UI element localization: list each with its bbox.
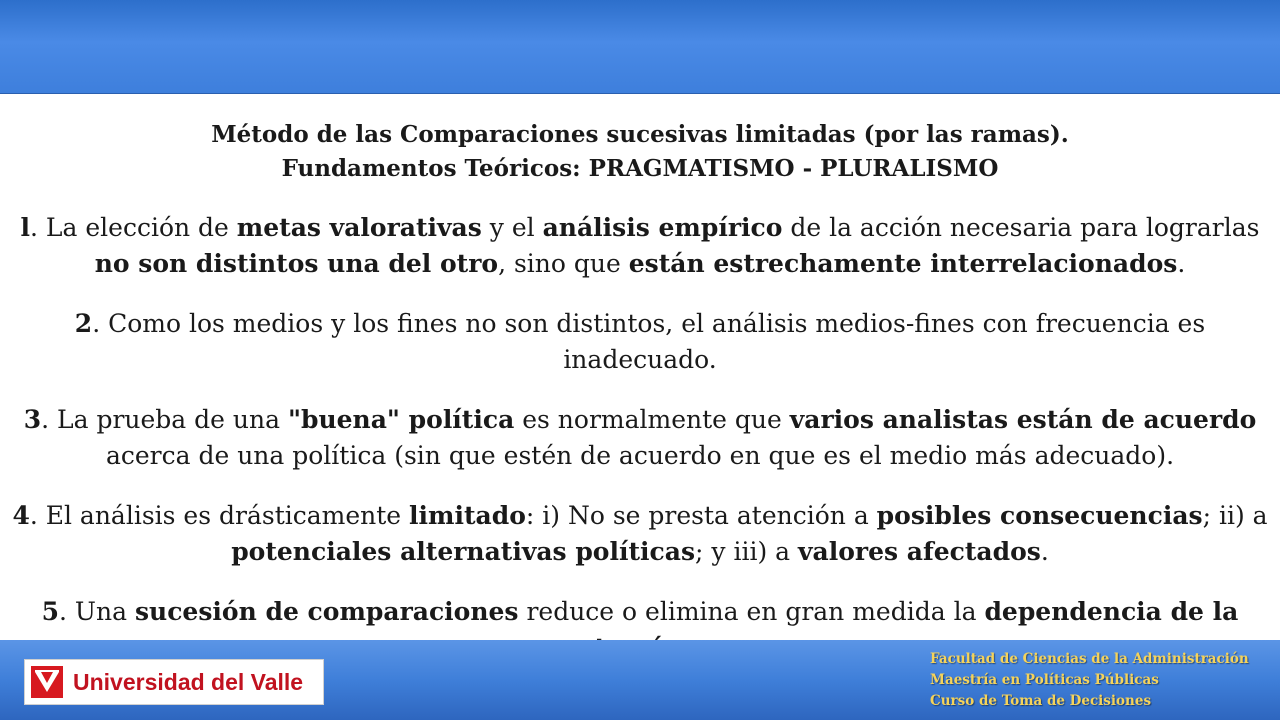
point-number: 3 — [23, 405, 42, 434]
point-text: . La elección de — [30, 213, 237, 242]
point-number: l — [20, 213, 31, 242]
footer-faculty: Facultad de Ciencias de la Administración — [930, 651, 1249, 667]
point-item — [0, 210, 1280, 282]
point-text: y el — [481, 213, 543, 242]
footer-course: Curso de Toma de Decisiones — [930, 693, 1152, 709]
point-emphasis: dependencia de la — [984, 597, 1239, 626]
point-emphasis: no son distintos una del otro — [94, 249, 499, 278]
university-name: Universidad del Valle — [73, 668, 304, 695]
point-text: es normalmente que — [514, 405, 790, 434]
point-emphasis: sucesión de comparaciones — [134, 597, 519, 626]
point-emphasis: "buena" política — [287, 405, 515, 434]
point-text: . Como los medios y los fines no son distintos, el análisis medios-fines con frecuencia es inadecuado. — [92, 309, 1206, 374]
slide-content — [0, 118, 1280, 666]
point-text: de la acción necesaria para lograrlas — [782, 213, 1260, 242]
slide-title — [0, 118, 1280, 186]
point-text: . La prueba de una — [41, 405, 288, 434]
footer-info — [930, 649, 1275, 712]
point-text: reduce o elimina en gran medida la — [518, 597, 985, 626]
university-logo — [24, 659, 324, 705]
point-text: . Una — [59, 597, 135, 626]
point-number: 5 — [41, 597, 60, 626]
point-text: . El análisis es drásticamente — [29, 501, 410, 530]
point-text: . — [1040, 537, 1049, 566]
footer-program: Maestría en Políticas Públicas — [930, 672, 1159, 688]
point-number: 2 — [74, 309, 93, 338]
point-emphasis: varios analistas están de acuerdo — [789, 405, 1257, 434]
point-emphasis: valores afectados — [798, 537, 1041, 566]
point-text: ; y iii) a — [695, 537, 799, 566]
header-band — [0, 0, 1280, 94]
point-item — [0, 402, 1280, 474]
title-line-1: Método de las Comparaciones sucesivas limitadas (por las ramas). — [211, 121, 1069, 148]
point-text: acerca de una política (sin que estén de acuerdo en que es el medio más adecuado). — [105, 441, 1175, 470]
point-emphasis: posibles consecuencias — [876, 501, 1203, 530]
point-text: , sino que — [498, 249, 629, 278]
point-emphasis: metas valorativas — [236, 213, 482, 242]
point-emphasis: potenciales alternativas políticas — [231, 537, 696, 566]
point-text: ; ii) a — [1202, 501, 1268, 530]
point-number: 4 — [12, 501, 30, 530]
point-item — [0, 306, 1280, 378]
university-emblem-icon — [31, 666, 63, 698]
point-item — [0, 498, 1280, 570]
title-line-2: Fundamentos Teóricos: PRAGMATISMO - PLURALISMO — [281, 155, 999, 182]
point-emphasis: limitado — [409, 501, 526, 530]
points-list — [0, 210, 1280, 666]
point-emphasis: están estrechamente interrelacionados — [628, 249, 1178, 278]
point-text: : i) No se presta atención a — [525, 501, 877, 530]
point-text: . — [1177, 249, 1186, 278]
point-emphasis: análisis empírico — [542, 213, 783, 242]
